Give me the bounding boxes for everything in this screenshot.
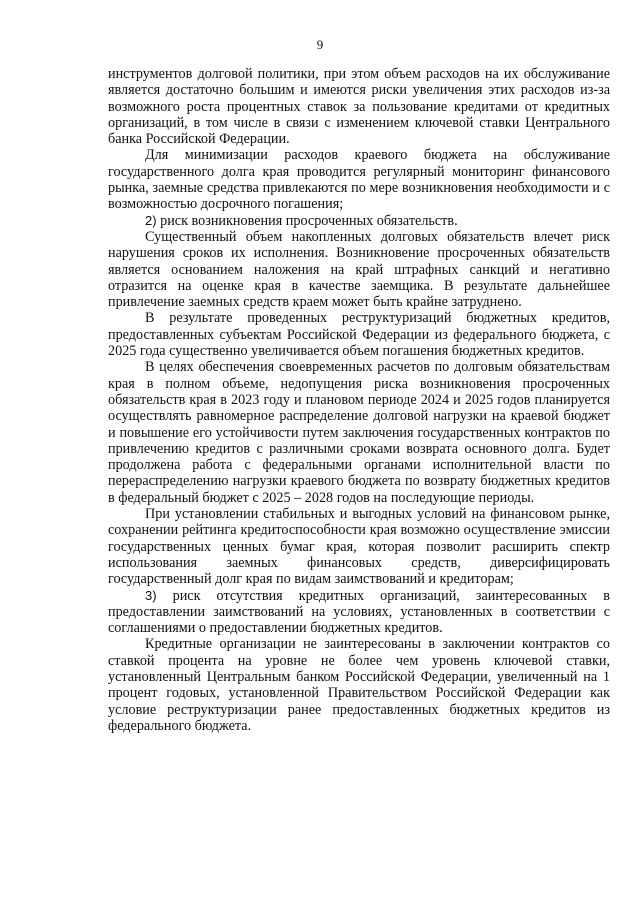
paragraph-credit-organizations: Кредитные организации не заинтересованы в заключении контрактов со ставкой процента на уровне не более чем уровень ключевой ставки, установленный Центральным банком Российской Федерации, увеличенный на 1 процент годовых, установленной Правительством Российской Федерации как условие реструктуризации ранее предоставленных бюджетных кредитов из федерального бюджета.: [108, 636, 610, 734]
list-marker-2: 2): [145, 212, 157, 228]
document-body: [108, 66, 610, 734]
paragraph-accumulated-debt: Существенный объем накопленных долговых обязательств влечет риск нарушения сроков их исполнения. Возникновение просроченных обязательств является основанием наложения на край штрафных санкций и негативно отразится на оценке края в качестве заемщика. В результате дальнейшее привлечение заемных средств краем может быть крайне затруднено.: [108, 228, 610, 311]
list-item-risk-2-text: риск возникновения просроченных обязательств.: [156, 212, 458, 229]
list-item-risk-3-text: риск отсутствия кредитных организаций, заинтересованных в предоставлении заимствований на условиях, установленных в соответствии с соглашениями о предоставлении бюджетных кредитов.: [108, 587, 610, 637]
paragraph-timely-settlements: В целях обеспечения своевременных расчетов по долговым обязательствам края в полном объеме, недопущения риска возникновения просроченных обязательств края в 2023 году и плановом периоде 2024 и 2025 годов планируется осуществлять равномерное распределение долговой нагрузки на краевой бюджет и повышение его устойчивости путем заключения государственных контрактов по привлечению кредитов с различными сроками возврата основного долга. Будет продолжена работа с федеральными органами исполнительной власти по перераспределению нагрузки краевого бюджета по возврату бюджетных кредитов в федеральный бюджет с 2025 – 2028 годов на последующие периоды.: [108, 359, 610, 506]
paragraph-minimization: Для минимизации расходов краевого бюджета на обслуживание государственного долга края проводится регулярный мониторинг финансового рынка, заемные средства привлекаются по мере возникновения необходимости и с возможностью досрочного погашения;: [108, 147, 610, 213]
paragraph-securities-emission: При установлении стабильных и выгодных условий на финансовом рынке, сохранении рейтинга кредитоспособности края возможно осуществление эмиссии государственных ценных бумаг края, которая позволит расширить спектр использования заемных финансовых средств, диверсифицировать государственный долг края по видам заимствований и кредиторам;: [108, 506, 610, 588]
list-marker-3: 3): [145, 587, 157, 603]
paragraph-restructuring: В результате проведенных реструктуризаций бюджетных кредитов, предоставленных субъектам Российской Федерации из федерального бюджета, с 2025 года существенно увеличивается объем погашения бюджетных кредитов.: [108, 310, 610, 360]
list-item-risk-2: [108, 213, 610, 229]
paragraph-continuation: инструментов долговой политики, при этом объем расходов на их обслуживание является достаточно большим и имеются риски увеличения этих расходов из-за возможного роста процентных ставок за пользование кредитами от кредитных организаций, в том числе в связи с изменением ключевой ставки Центрального банка Российской Федерации.: [108, 66, 610, 148]
page-number: 9: [316, 37, 324, 52]
list-item-risk-3: [108, 588, 610, 637]
